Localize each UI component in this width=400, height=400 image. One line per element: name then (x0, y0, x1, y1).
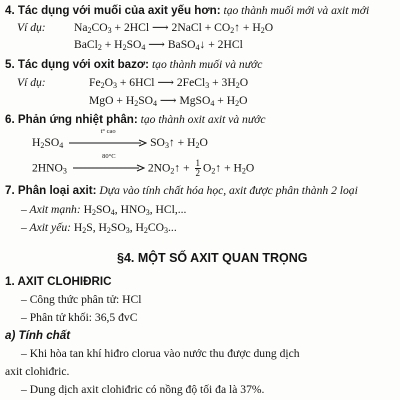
equation: BaCl$_2$ + $H_2SO_4$ ⟶ BaSO$_4$↓ + 2HCl (74, 38, 243, 52)
reaction-arrow: ⟶ (152, 21, 169, 34)
acid-mass: – Phân tử khối: 36,5 đvC (21, 311, 138, 324)
reaction-arrow: ⟶ (157, 76, 174, 89)
equation: $Na_2CO_3 + 2HCl$ ⟶ 2NaCl + $CO_2↑ + H_2O$ (74, 21, 274, 35)
reaction-arrow: ⟶ (145, 38, 165, 51)
section-4-title: 4. Tác dụng với muối của axit yếu hơn: (5, 4, 221, 17)
fraction: $\frac{1}{2}$ (195, 158, 201, 179)
section-6-title: 6. Phản ứng nhiệt phân: (5, 113, 138, 126)
equation: MgO + $H_2SO_4$ ⟶ MgSO$_4$ + $H_2O$ (89, 94, 248, 108)
section-6-heading (5, 114, 266, 126)
section-6-description: tạo thành oxit axit và nước (140, 113, 266, 126)
section-4-heading (5, 5, 369, 17)
section-7-heading (5, 185, 358, 197)
equation: $Fe_2O_3 + 6HCl$ ⟶ 2FeCl$_3$ + $3H_2O$ (89, 76, 249, 90)
reaction-arrow: ⟶ (157, 94, 177, 107)
section-5-title: 5. Tác dụng với oxit bazơ: (5, 58, 150, 71)
property-1: – Khi hòa tan khí hiđro clorua vào nước thu được dung dịch (21, 347, 300, 360)
property-2: – Dung dịch axit clohiđric có nồng độ tối đa là 37%. (21, 383, 265, 396)
section-7-description: Dựa vào tính chất hóa học, axit được phân thành 2 loại (99, 184, 358, 197)
reaction-arrow: 80°C (73, 163, 145, 175)
example-label: Ví dụ: (17, 21, 46, 34)
weak-acids: – Axit yếu: $H_2S$, $H_2SO_3$, $H_2CO_3$... (21, 221, 177, 235)
acid-formula: – Công thức phân tử: HCl (21, 293, 142, 306)
properties-heading: a) Tính chất (5, 329, 71, 342)
strong-acids: – Axit mạnh: $H_2SO_4$, $HNO_3$, HCl,... (21, 203, 187, 217)
equation: $H_2SO_4$ t° cao $SO_3↑ + H_2O$ (32, 127, 208, 150)
section-5-description: tạo thành muối và nước (151, 58, 263, 71)
section-4-description: tạo thành muối mới và axit mới (223, 4, 370, 17)
property-1-cont: axit clohiđric. (5, 365, 70, 378)
example-label: Ví dụ: (17, 76, 46, 89)
section-title: §4. MỘT SỐ AXIT QUAN TRỌNG (117, 251, 308, 265)
reaction-arrow: t° cao (69, 138, 147, 150)
section-7-title: 7. Phân loại axit: (5, 184, 97, 197)
section-5-heading (5, 59, 262, 71)
equation: $2HNO_3$ 80°C $2NO_2↑$ + $\frac{1}{2}$ $O_2↑ + H_2O$ (32, 153, 255, 179)
acid-heading: 1. AXIT CLOHIĐRIC (5, 275, 112, 288)
